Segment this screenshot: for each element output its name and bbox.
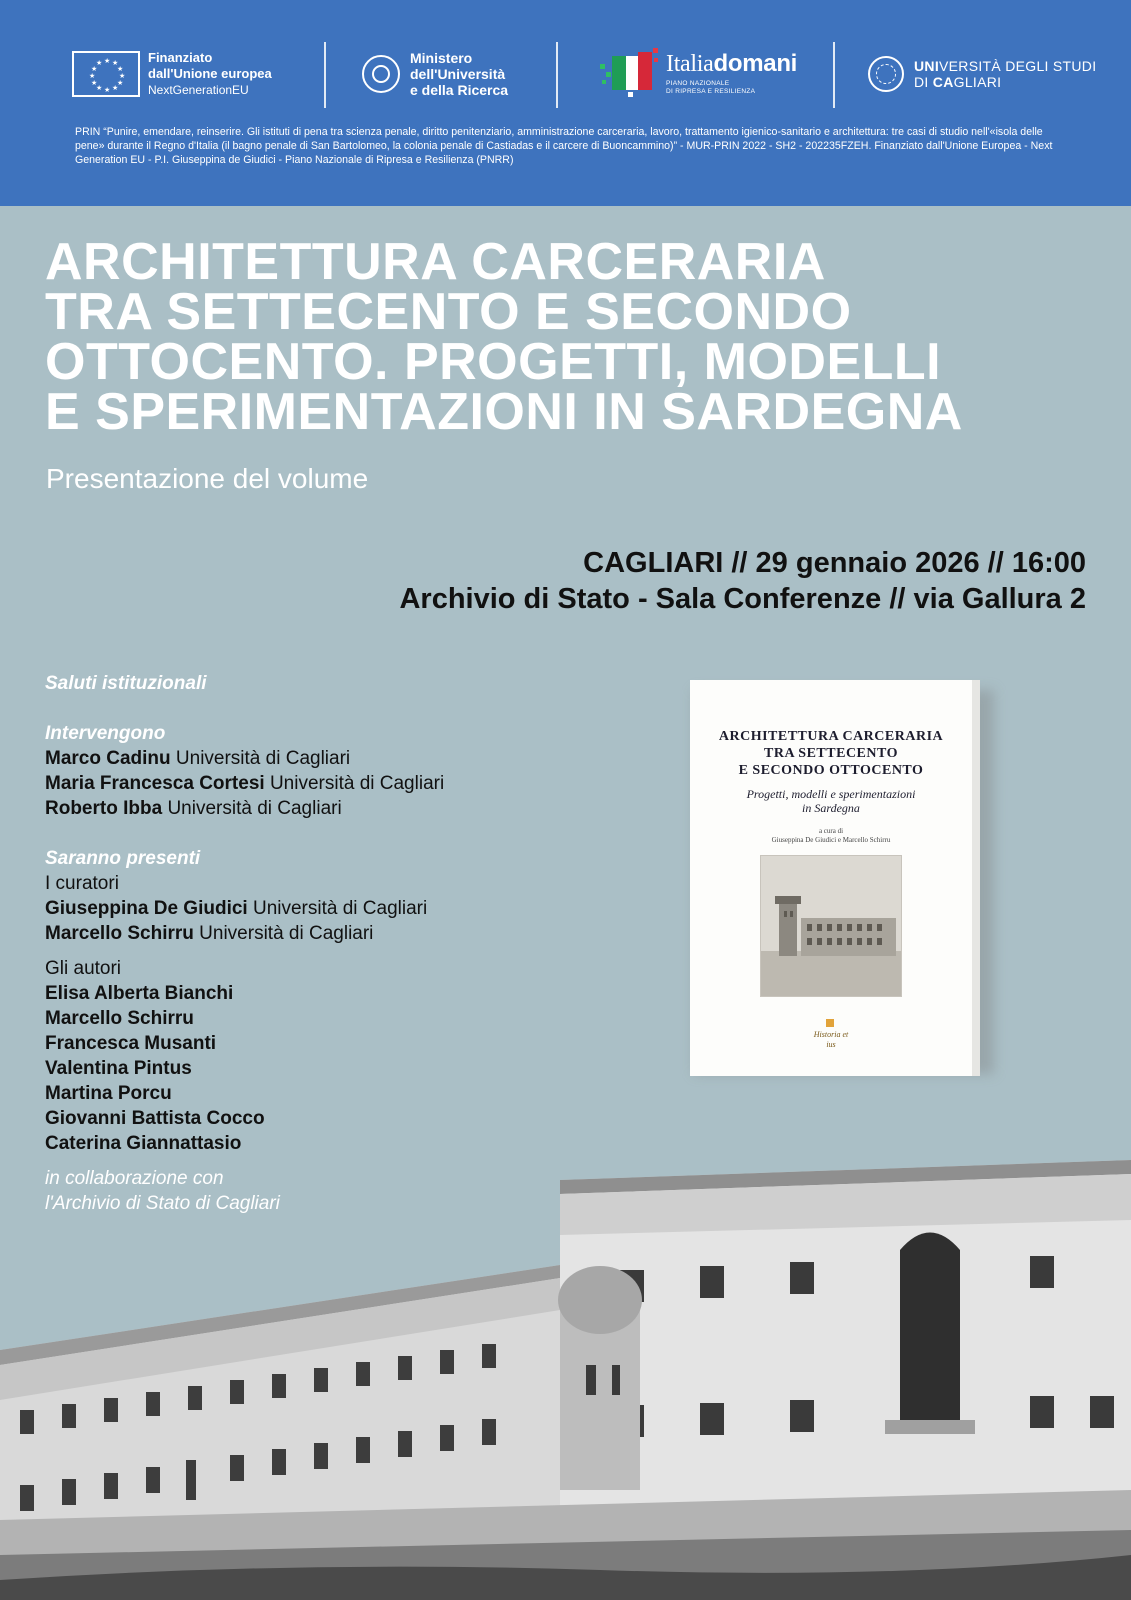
- autore-item: Elisa Alberta Bianchi: [45, 983, 234, 1004]
- curatore-item: Giuseppina De Giudici Università di Cagliari: [45, 898, 428, 919]
- book-cover-image: [760, 855, 902, 997]
- book-series-text: [690, 1003, 972, 1011]
- funding-logos: [0, 38, 1131, 110]
- poster-subtitle: Presentazione del volume: [46, 463, 369, 494]
- italiadomani-logo: [598, 38, 797, 110]
- title-line: OTTOCENTO. PROGETTI, MODELLI: [45, 333, 942, 391]
- prison-engraving-icon: [761, 856, 901, 996]
- book-subtitle: Progetti, modelli e sperimentazioni in Sardegna: [746, 787, 916, 815]
- eu-logo-text: Finanziato dall'Unione europea NextGenerationEU: [148, 50, 272, 97]
- italiadomani-flag-icon: [598, 46, 660, 102]
- speaker-item: Marco Cadinu Università di Cagliari: [45, 748, 351, 769]
- title-line: TRA SETTECENTO E SECONDO: [45, 283, 852, 341]
- speaker-item: Roberto Ibba Università di Cagliari: [45, 798, 342, 819]
- autore-item: Valentina Pintus: [45, 1058, 192, 1079]
- ministry-logo-text: Ministero dell'Università e della Ricerca: [410, 50, 509, 98]
- program: [45, 671, 565, 1216]
- ministry-logo: [362, 38, 508, 110]
- event-details: [399, 545, 1086, 617]
- book-cover: [690, 680, 980, 1076]
- eu-logo: [72, 38, 272, 110]
- logo-divider: [556, 42, 558, 108]
- book-editors: a cura di Giuseppina De Giudici e Marcello Schirru: [771, 827, 891, 844]
- autore-item: Martina Porcu: [45, 1083, 172, 1104]
- republic-emblem-icon: [362, 55, 400, 93]
- autore-item: Francesca Musanti: [45, 1033, 217, 1054]
- autore-item: Marcello Schirru: [45, 1008, 194, 1029]
- university-seal-icon: [868, 56, 904, 92]
- poster-title: [45, 233, 1125, 441]
- prison-building-illustration: [0, 1160, 1131, 1600]
- event-venue: Archivio di Stato - Sala Conferenze // via Gallura 2: [399, 583, 1086, 615]
- presenti-label: Saranno presenti: [45, 848, 201, 869]
- logo-divider: [833, 42, 835, 108]
- curatore-item: Marcello Schirru Università di Cagliari: [45, 923, 374, 944]
- autore-item: Caterina Giannattasio: [45, 1133, 242, 1154]
- logo-divider: [324, 42, 326, 108]
- book-title: ARCHITETTURA CARCERARIA TRA SETTECENTO E SECONDO OTTOCENTO: [718, 729, 944, 778]
- saluti-label: Saluti istituzionali: [45, 673, 207, 694]
- funding-header: [0, 0, 1131, 206]
- title-line: ARCHITETTURA CARCERARIA: [45, 233, 826, 291]
- collaboration-line: in collaborazione con: [45, 1168, 224, 1189]
- autori-label: Gli autori: [45, 958, 122, 979]
- speaker-item: Maria Francesca Cortesi Università di Cagliari: [45, 773, 445, 794]
- eu-flag-icon: ★ ★ ★ ★ ★ ★ ★ ★ ★ ★ ★ ★: [72, 51, 140, 97]
- unica-logo: [868, 38, 1096, 110]
- autore-item: Giovanni Battista Cocco: [45, 1108, 265, 1129]
- curatori-label: I curatori: [45, 873, 119, 894]
- title-line: E SPERIMENTAZIONI IN SARDEGNA: [45, 383, 963, 441]
- prin-project-text: PRIN “Punire, emendare, reinserire. Gli istituti di pena tra scienza penale, diritto penitenziario, amministrazione carceraria, lavoro, trattamento igienico-sanitario e architettura: tre casi di studio nell'«isola delle pene» durante il Regno d'Italia (il bagno penale di San Bartolomeo, la colonia penale di Castiadas e il carcere di Buoncammino)” - MUR-PRIN 2022 - SH2 - 202235FZEH. Finanziato dall'Unione Europea - Next Generation EU - P.I. Giuseppina de Giudici - Piano Nazionale di Ripresa e Resilienza (PNRR): [75, 126, 1053, 166]
- collaboration-line: l'Archivio di Stato di Cagliari: [45, 1193, 280, 1214]
- italiadomani-text: Italiadomani PIANO NAZIONALE DI RIPRESA E RESILIENZA: [666, 50, 798, 95]
- event-date-time: CAGLIARI // 29 gennaio 2026 // 16:00: [583, 547, 1086, 579]
- intervengono-label: Intervengono: [45, 723, 166, 744]
- publisher-logo: Historia et ius: [813, 1019, 849, 1041]
- unica-text: UNIVERSITÀ DEGLI STUDI DI CAGLIARI: [914, 58, 1097, 90]
